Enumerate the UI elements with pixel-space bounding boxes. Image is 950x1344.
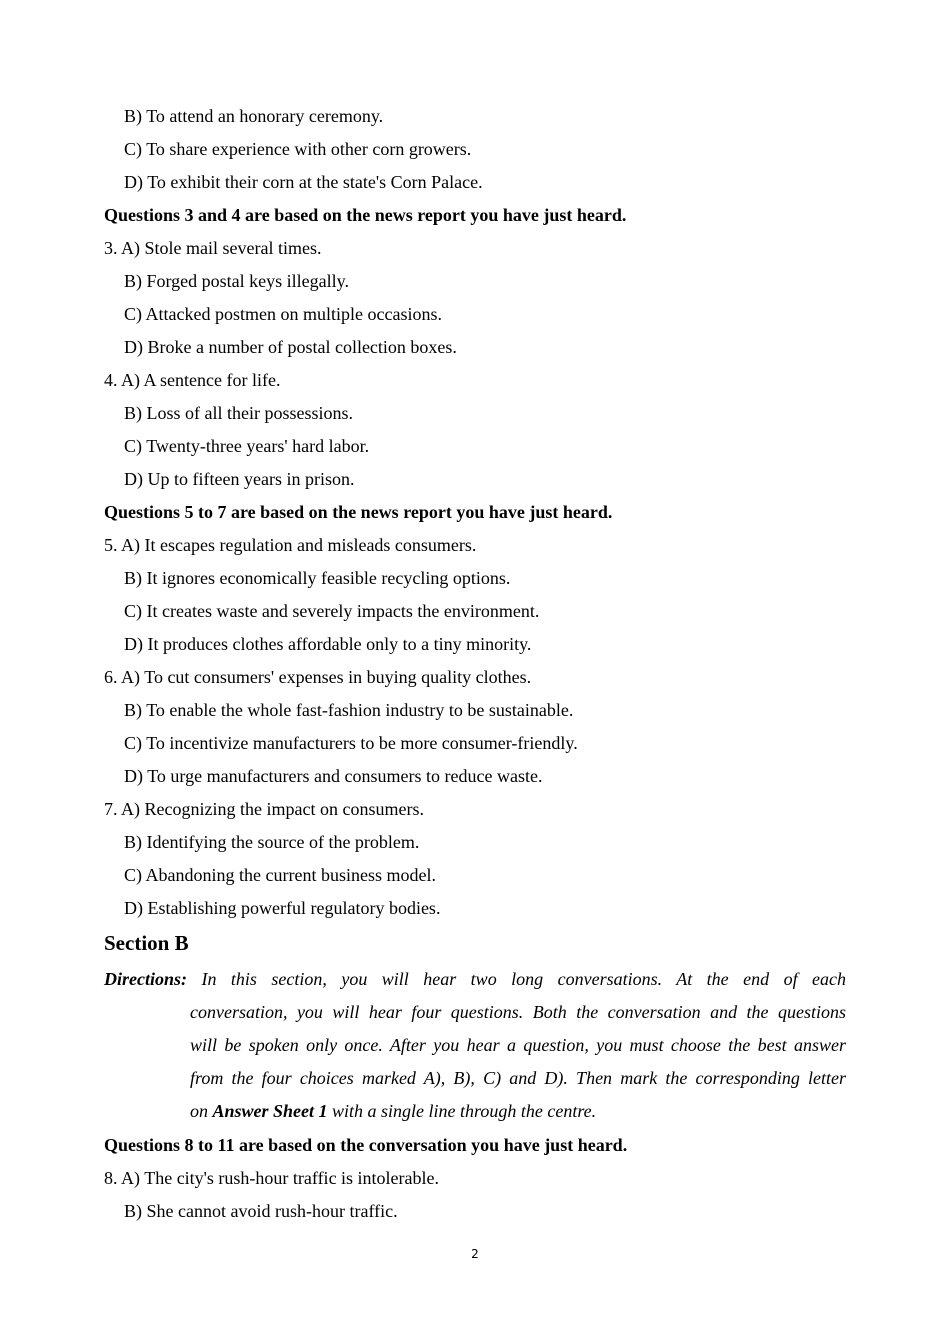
option-2b — [124, 100, 383, 133]
option-letter: C) — [124, 865, 142, 885]
option-letter: C) — [124, 436, 142, 456]
option-7b — [124, 826, 419, 859]
option-letter: B) — [124, 106, 142, 126]
question-number: 7. — [104, 799, 118, 819]
option-4d — [124, 463, 354, 496]
section-b-title: Section B — [104, 931, 189, 955]
group-heading-8-11: Questions 8 to 11 are based on the conversation you have just heard. — [104, 1135, 628, 1155]
directions-line-5 — [104, 1095, 846, 1128]
option-letter: D) — [124, 337, 143, 357]
directions-line-1 — [104, 963, 846, 996]
option-letter: B) — [124, 403, 142, 423]
option-3c — [124, 298, 442, 331]
option-2d — [124, 166, 483, 199]
option-5c — [124, 595, 539, 628]
option-text: It ignores economically feasible recycling options. — [146, 568, 511, 588]
option-text: Abandoning the current business model. — [145, 865, 436, 885]
question-number: 4. — [104, 370, 118, 390]
section-b-directions — [104, 963, 846, 1128]
directions-line-4: from the four choices marked A), B), C) and D). Then mark the corresponding letter — [190, 1068, 846, 1088]
option-4a — [104, 364, 280, 397]
option-3a — [104, 232, 321, 265]
group-heading-3-4: Questions 3 and 4 are based on the news report you have just heard. — [104, 205, 627, 225]
option-text: Recognizing the impact on consumers. — [144, 799, 424, 819]
option-letter: B) — [124, 1201, 142, 1221]
option-text: It escapes regulation and misleads consumers. — [144, 535, 477, 555]
option-text: To exhibit their corn at the state's Corn Palace. — [147, 172, 483, 192]
option-letter: D) — [124, 469, 143, 489]
option-text: She cannot avoid rush-hour traffic. — [146, 1201, 398, 1221]
option-letter: B) — [124, 832, 142, 852]
option-7c — [124, 859, 436, 892]
option-letter: C) — [124, 733, 142, 753]
answer-sheet-ref: Answer Sheet 1 — [212, 1101, 328, 1121]
option-6b — [124, 694, 573, 727]
option-text: Identifying the source of the problem. — [146, 832, 420, 852]
page-number: 2 — [471, 1247, 479, 1261]
option-letter: A) — [121, 799, 141, 819]
option-text: To cut consumers' expenses in buying quality clothes. — [144, 667, 532, 687]
option-text: To attend an honorary ceremony. — [146, 106, 384, 126]
option-7a — [104, 793, 424, 826]
option-8a — [104, 1162, 439, 1195]
option-text: Forged postal keys illegally. — [146, 271, 349, 291]
option-text: Establishing powerful regulatory bodies. — [147, 898, 441, 918]
option-letter: A) — [121, 535, 141, 555]
option-letter: D) — [124, 172, 143, 192]
option-4c — [124, 430, 369, 463]
option-4b — [124, 397, 353, 430]
option-text: It creates waste and severely impacts the environment. — [146, 601, 540, 621]
option-8b — [124, 1195, 398, 1228]
question-number: 3. — [104, 238, 118, 258]
option-text: The city's rush-hour traffic is intolerable. — [144, 1168, 440, 1188]
directions-text: with a single line through the centre. — [327, 1101, 597, 1121]
directions-label: Directions: — [104, 969, 187, 989]
option-2c — [124, 133, 471, 166]
option-letter: D) — [124, 898, 143, 918]
option-7d — [124, 892, 440, 925]
option-text: It produces clothes affordable only to a tiny minority. — [147, 634, 532, 654]
option-letter: C) — [124, 304, 142, 324]
option-text: A sentence for life. — [143, 370, 281, 390]
option-letter: A) — [121, 1168, 141, 1188]
option-6d — [124, 760, 542, 793]
option-6a — [104, 661, 531, 694]
option-text: To share experience with other corn growers. — [146, 139, 472, 159]
option-6c — [124, 727, 578, 760]
option-letter: C) — [124, 601, 142, 621]
option-text: To enable the whole fast-fashion industry to be sustainable. — [146, 700, 574, 720]
option-letter: A) — [121, 238, 141, 258]
option-letter: D) — [124, 766, 143, 786]
option-letter: A) — [121, 667, 141, 687]
option-5b — [124, 562, 510, 595]
option-text: To urge manufacturers and consumers to reduce waste. — [147, 766, 543, 786]
question-number: 5. — [104, 535, 118, 555]
option-letter: B) — [124, 271, 142, 291]
option-letter: C) — [124, 139, 142, 159]
option-text: Stole mail several times. — [144, 238, 322, 258]
option-text: Attacked postmen on multiple occasions. — [145, 304, 442, 324]
option-letter: B) — [124, 568, 142, 588]
option-letter: B) — [124, 700, 142, 720]
option-letter: A) — [121, 370, 141, 390]
option-text: Broke a number of postal collection boxes. — [147, 337, 457, 357]
question-number: 6. — [104, 667, 118, 687]
directions-text: on — [190, 1101, 213, 1121]
option-text: Loss of all their possessions. — [146, 403, 353, 423]
option-5d — [124, 628, 531, 661]
option-letter: D) — [124, 634, 143, 654]
directions-line-3: will be spoken only once. After you hear a question, you must choose the best answer — [190, 1035, 846, 1055]
option-text: To incentivize manufacturers to be more consumer-friendly. — [146, 733, 578, 753]
option-5a — [104, 529, 476, 562]
option-3b — [124, 265, 349, 298]
directions-text: In this section, you will hear two long conversations. At the end of each — [201, 969, 847, 989]
option-3d — [124, 331, 457, 364]
group-heading-5-7: Questions 5 to 7 are based on the news report you have just heard. — [104, 502, 613, 522]
directions-line-2: conversation, you will hear four questions. Both the conversation and the questions — [190, 1002, 846, 1022]
option-text: Up to fifteen years in prison. — [147, 469, 355, 489]
option-text: Twenty-three years' hard labor. — [146, 436, 370, 456]
question-number: 8. — [104, 1168, 118, 1188]
